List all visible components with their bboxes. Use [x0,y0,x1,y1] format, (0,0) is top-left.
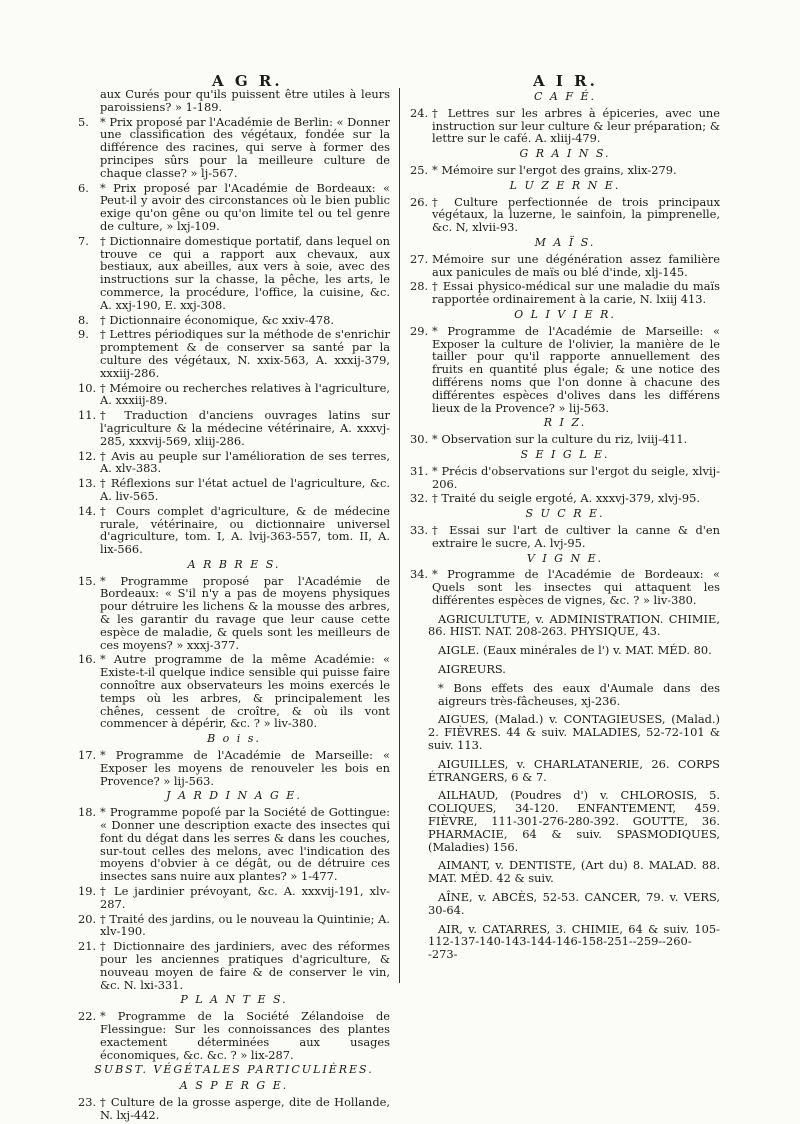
entry-text: * Autre programme de la même Académie: « Existe-t-il quelque indice sensible qui puisse faire connoître aux observateurs les moins exercés le temps où les arbres, & principalement les chênes, cessent de croître, & où ils vont commencer à dépérir, &c. ? » liv-380. [100,652,390,731]
entry-number: 23. [78,1094,97,1109]
entry-number: 34. [410,567,429,582]
numbered-entry [410,164,720,177]
entry-text: * Précis d'observations sur l'ergot du seigle, xlvij-206. [432,463,720,491]
numbered-entry [78,314,390,327]
numbered-entry [78,505,390,556]
entry-number: 26. [410,194,429,209]
numbered-entry [410,280,720,306]
index-entry: AIR, v. CATARRES, 3. CHIMIE, 64 & suiv. 105-112-137-140-143-144-146-158-251--259--260--273- [428,921,720,962]
numbered-entry [410,524,720,550]
numbered-entry [78,450,390,476]
section-heading: L U Z E R N E. [509,178,621,192]
section-heading: O L I V I E R. [514,307,616,321]
numbered-entry [78,1010,390,1061]
right-column [410,88,720,967]
entry-text: † Lettres périodiques sur la méthode de s'enrichir promptement & de conserver sa santé par la culture des végétaux, N. xxix-563, A. xxxij-379, xxxiij-286. [100,327,390,380]
entry-text: * Programme de l'Académie de Marseille: « Exposer la culture de l'olivier, la manière de le tailler pour qu'il rapporte annuellement des fruits en quantité plus égale; & une notice des différens noms que l'on donne à chacune des différentes espèces d'olives dans les différens lieux de la Provence? » lij-563. [432,323,720,415]
numbered-entry [78,940,390,991]
numbered-entry [78,382,390,408]
numbered-entry [78,575,390,652]
entry-text: † Mémoire ou recherches relatives à l'agriculture, A. xxxiij-89. [100,380,390,408]
section-heading: SUBST. VÉGÉTALES PARTICULIÈRES. [94,1063,374,1077]
numbered-entry [410,196,720,234]
entry-number: 33. [410,522,429,537]
section-heading: M A Ï S. [534,235,596,249]
entry-number: 9. [78,327,89,342]
section-heading: C A F É. [533,90,596,103]
entry-number: 13. [78,476,97,491]
index-entry: AIMANT, v. DENTISTE, (Art du) 8. MALAD. 88. MAT. MÉD. 42 & suiv. [428,858,720,886]
entry-text: * Programme popoſé par la Société de Gottingue: « Donner une description exacte des insectes qui font du dégat dans les serres & dans les couches, sur-tout celles des melons, avec l'indication des moyens d'obvier à ce dégât, ou de détruire ces insectes sans nuire aux plantes? » 1-477. [100,805,390,884]
entry-number: 25. [410,162,429,177]
entry-number: 18. [78,805,97,820]
entry-number: 31. [410,463,429,478]
entry-text: * Programme proposé par l'Académie de Bordeaux: « S'il n'y a pas de moyens physiques pour détruire les lichens & la mousse des arbres, & les garantir du ravage que leur cause cette espèce de maladie, & quels sont les meilleurs de ces moyens? » xxxj-377. [100,573,390,652]
column-divider [399,88,400,983]
numbered-entry [410,568,720,606]
index-entry: AIGLE. (Eaux minérales de l') v. MAT. MÉD. 80. [438,643,712,658]
entry-text: † Essai sur l'art de cultiver la canne & d'en extraire le sucre, A. lvj-95. [432,522,720,550]
section-heading: A R B R E S. [187,557,281,571]
numbered-entry [78,806,390,883]
entry-text: † Dictionnaire économique, &c xxiv-478. [100,312,334,327]
entry-text: * Mémoire sur l'ergot des grains, xlix-279. [432,162,677,177]
numbered-entry [410,433,720,446]
entry-text: * Prix proposé par l'Académie de Bordeaux: « Peut-il y avoir des circonstances où le bien public exige qu'on gêne ou qu'on limite tel ou tel genre de culture, » lxj-109. [100,180,390,233]
entry-number: 8. [78,312,89,327]
index-entry: AIGUILLES, v. CHARLATANERIE, 26. CORPS ÉTRANGERS, 6 & 7. [428,756,720,784]
numbered-entry [78,653,390,730]
entry-text: † Dictionnaire domestique portatif, dans lequel on trouve ce qui a rapport aux chevaux, aux bestiaux, aux abeilles, aux vers à soie, avec des instructions sur la chasse, la pêche, les arts, le commerce, la procédure, l'office, la cuisine, &c. A. xxj-190, E. xxj-308. [100,233,390,312]
running-head-left: A G R. [212,72,283,90]
index-entry: AIGUES, (Malad.) v. CONTAGIEUSES, (Malad.) 2. FIÈVRES. 44 & suiv. MALADIES, 52-72-101 & suiv. 113. [428,712,720,753]
entry-text: † Culture perfectionnée de trois principaux végétaux, la luzerne, le sainfoin, la pimprenelle, &c. N, xlvii-93. [432,194,720,235]
section-heading: J A R D I N A G E. [166,789,302,803]
entry-number: 6. [78,180,89,195]
index-entry: * Bons effets des eaux d'Aumale dans des aigreurs très-fâcheuses, xj-236. [438,680,720,708]
entry-number: 5. [78,114,89,129]
entry-text: * Programme de l'Académie de Bordeaux: « Quels sont les insectes qui attaquent les différentes espèces de vignes, &c. ? » liv-380. [432,567,720,607]
numbered-entry [410,107,720,145]
section-heading: S U C R E. [525,507,605,521]
running-head-right: A I R. [533,72,598,90]
section-heading: G R A I N S. [519,147,611,161]
entry-text: † Traité des jardins, ou le nouveau la Quintinie; A. xlv-190. [100,911,390,939]
entry-number: 7. [78,233,89,248]
numbered-entry [78,182,390,233]
entry-number: 21. [78,939,97,954]
entry-number: 12. [78,448,97,463]
entry-number: 27. [410,251,429,266]
continued-text: aux Curés pour qu'ils puissent être utiles à leurs paroissiens? » 1-189. [100,87,390,114]
section-heading: B o i s. [207,732,261,746]
numbered-entry [78,328,390,379]
section-heading: P L A N T E S. [180,993,288,1007]
entry-text: † Cours complet d'agriculture, & de médecine rurale, vétérinaire, ou dictionnaire universel d'agriculture, tom. I, A. lvij-363-557, tom. II, A. lix-566. [100,503,390,557]
entry-text: † Traité du seigle ergoté, A. xxxvj-379, xlvj-95. [432,491,700,506]
left-column [78,88,390,1124]
numbered-entry [78,913,390,939]
entry-text: † Culture de la grosse asperge, dite de Hollande, N. lxj-442. [100,1094,390,1122]
section-heading: A S P E R G E. [179,1079,289,1093]
entry-number: 14. [78,503,97,518]
entry-text: † Essai physico-médical sur une maladie du maïs rapportée ordinairement à la carie, N. lxiij 413. [432,279,720,307]
numbered-entry [410,325,720,415]
entry-number: 16. [78,652,97,667]
numbered-entry [410,465,720,491]
entry-text: † Dictionnaire des jardiniers, avec des réformes pour les anciennes pratiques d'agriculture, & nouveau moyen de faire & de conserver le vin, &c. N. lxi-331. [100,939,390,992]
entry-number: 22. [78,1009,97,1024]
index-entry: AGRICULTUTE, v. ADMINISTRATION. CHIMIE, 86. HIST. NAT. 208-263. PHYSIQUE, 43. [428,611,720,639]
entry-number: 29. [410,323,429,338]
entry-text: † Réflexions sur l'état actuel de l'agriculture, &c. A. liv-565. [100,476,390,503]
index-entry: AIGREURS. [438,662,506,677]
section-heading: S E I G L E. [520,447,610,461]
numbered-entry [78,409,390,447]
entry-number: 24. [410,105,429,120]
numbered-entry [410,253,720,279]
numbered-entry [410,492,720,505]
numbered-entry [78,749,390,787]
entry-text: † Le jardinier prévoyant, &c. A. xxxvij-191, xlv-287. [100,884,390,911]
entry-text: * Prix proposé par l'Académie de Berlin: « Donner une classification des végétaux, fondée sur la différence des racines, qui serve à former des principes sûrs pour la meilleure culture de chaque classe? » lj-567. [100,114,390,180]
numbered-entry [78,885,390,911]
entry-number: 17. [78,748,97,763]
numbered-entry [78,116,390,180]
entry-number: 19. [78,884,97,899]
section-heading: R I Z. [543,416,587,430]
entry-text: Mémoire sur une dégénération assez familière aux panicules de maïs ou blé d'inde, xlj-145. [432,251,720,279]
entry-text: † Lettres sur les arbres à épiceries, avec une instruction sur leur culture & leur préparation; & lettre sur le café. A. xliij-479. [432,105,720,146]
entry-number: 28. [410,279,429,294]
entry-number: 11. [78,408,97,423]
entry-number: 20. [78,911,97,926]
entry-text: * Observation sur la culture du riz, lviij-411. [432,432,688,447]
entry-text: * Programme de l'Académie de Marseille: « Exposer les moyens de renouveler les bois en Provence? » lij-563. [100,748,390,788]
numbered-entry [78,1096,390,1122]
entry-number: 10. [78,380,97,395]
numbered-entry [78,477,390,503]
index-entry: AILHAUD, (Poudres d') v. CHLOROSIS, 5. COLIQUES, 34-120. ENFANTEMENT, 459. FIÈVRE, 111-301-276-280-392. GOUTTE, 36. PHARMACIE, 64 & suiv. SPASMODIQUES, (Maladies) 156. [428,788,720,854]
entry-text: † Traduction d'anciens ouvrages latins sur l'agriculture & la médecine vétérinaire, A. xxxvj-285, xxxvij-569, xliij-286. [100,408,390,448]
numbered-entry [78,235,390,312]
section-heading: V I G N E. [526,551,604,565]
entry-text: † Avis au peuple sur l'amélioration de ses terres, A. xlv-383. [100,448,390,476]
entry-number: 32. [410,491,429,506]
entry-number: 30. [410,432,429,447]
index-entry: AÎNE, v. ABCÈS, 52-53. CANCER, 79. v. VERS, 30-64. [428,890,720,917]
entry-text: * Programme de la Société Zélandoise de Flessingue: Sur les connoissances des plantes exactement déterminées aux usages économiques, &c. &c. ? » lix-287. [100,1009,390,1062]
entry-number: 15. [78,573,97,588]
